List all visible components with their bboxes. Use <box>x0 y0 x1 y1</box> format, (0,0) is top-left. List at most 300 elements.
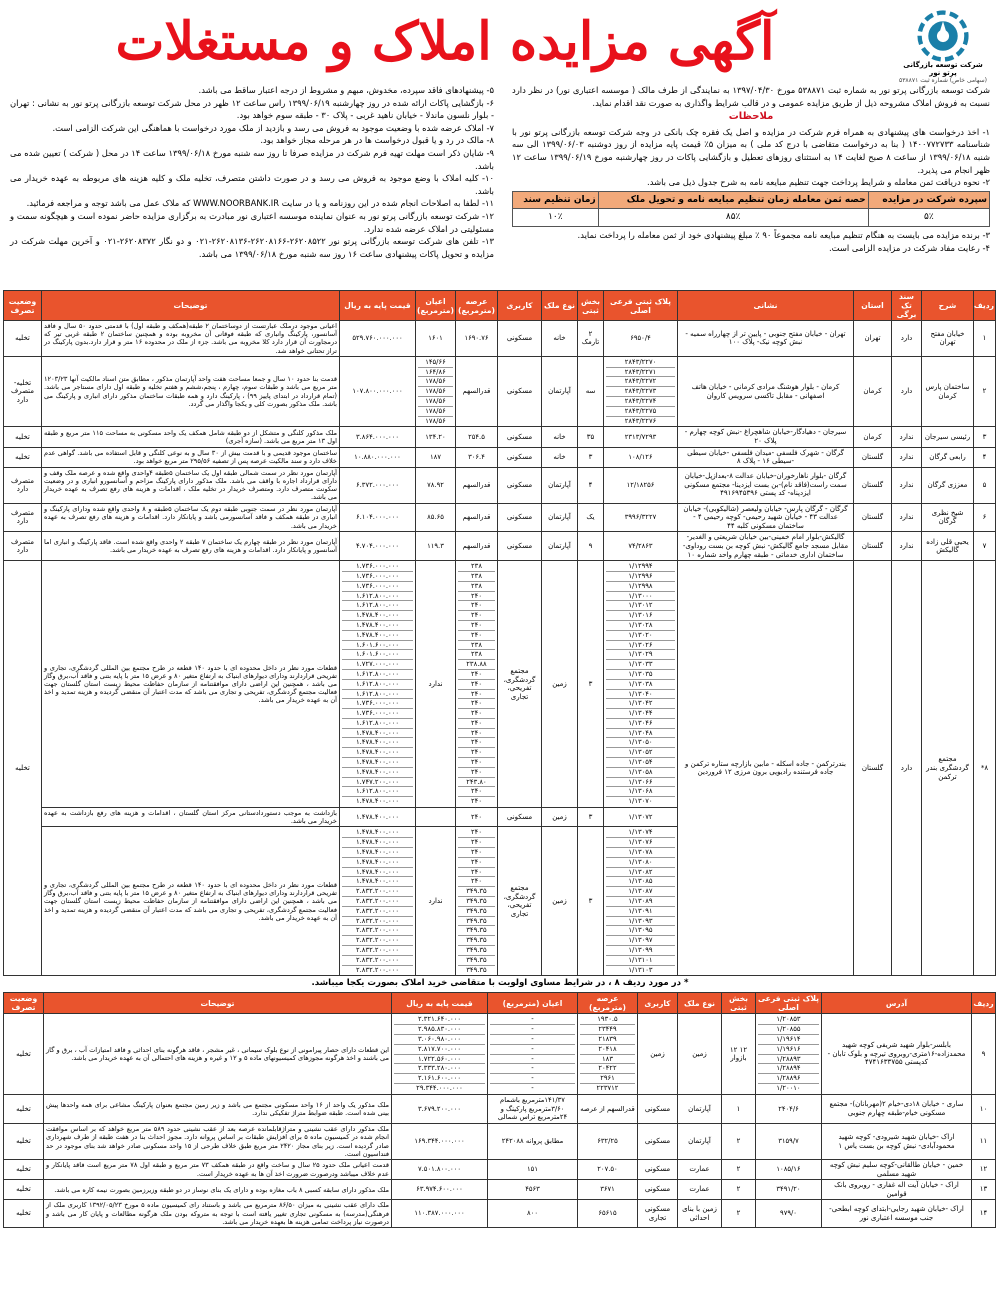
note-10: ۱۰- کلیه املاک با وضع موجود به فروش می رسد و در صورت داشتن متصرف، تخلیه ملک و کلیه هزینه های مربوطه به عهده خریدار می باشد. <box>10 173 494 196</box>
registry-plaque-value: ۱/۱۹۶۱۴ <box>758 1035 819 1045</box>
base-price-list <box>342 453 413 462</box>
property-type: آپارتمان <box>678 1124 722 1160</box>
single-deed: ندارد <box>892 467 922 503</box>
land-area <box>456 503 498 532</box>
address: گرگان -بلوار ناهارخوران-خیابان عدالت ۸-بعدازپل-خیابان سمت راست(فاقد نام)-بن بست ایزدینا- مجتمع مسکونی ایزدپناه- کد پستی ۴۹۱۶۹۴۵۳۹۶ <box>678 467 854 503</box>
base-price <box>392 1094 488 1123</box>
registry-plaque <box>756 1094 822 1123</box>
note-4: ۴- رعایت مفاد شرکت در مزایده الزامی است. <box>828 242 990 253</box>
building-area-value: ۱۶۴/۸۶ <box>418 368 453 378</box>
province: گلستان <box>854 467 892 503</box>
base-price-value: ۱.۶۰۱.۶۰۰.۰۰۰ <box>342 641 413 651</box>
registry-plaque-value: ۱/۱۳۰۵۲ <box>606 748 675 758</box>
land-area-value: ۲۳۸ <box>458 650 495 660</box>
registry-plaque-value: ۱/۱۳۰۸۵ <box>606 877 675 887</box>
single-deed: ندارد <box>892 503 922 532</box>
address: گرگان - شهرک فلسفی -میدان فلسفی -خیابان سیطی -سیطی ۱۶ - پلاک ۸ <box>678 447 854 467</box>
building-area-value: - <box>490 1074 575 1084</box>
base-price-value: ۱.۴۷۸.۴۰۰.۰۰۰ <box>356 797 399 806</box>
intro-left-column <box>10 84 494 260</box>
base-price-value: ۶.۱۰۴.۰۰۰.۰۰۰ <box>356 513 399 522</box>
building-area-value: ۱۶۰۱ <box>428 334 443 342</box>
note-12: ۱۲- شرکت توسعه بازرگانی پرتو نور به عنوان نماینده موسسه اعتباری نور مبادرت به برگزاری مزایده حاضر نموده است و هیچگونه سمت و مسئولیتی در املاک عرضه شده ندارد. <box>10 210 494 234</box>
properties-table-2 <box>3 992 996 1228</box>
land-area-value: ۲۴۰ <box>458 601 495 611</box>
registry-plaque-value: ۶۹۵۰/۴ <box>630 334 651 342</box>
table-row <box>4 321 996 357</box>
building-area-value: - <box>490 1064 575 1074</box>
property-title: شیخ نظری گرگان <box>922 503 974 532</box>
registry-plaque <box>604 467 678 503</box>
base-price-list <box>394 1209 485 1218</box>
table-2-header-cell: ردیف <box>972 993 996 1014</box>
logo-mark-icon <box>917 10 969 62</box>
building-area <box>416 808 456 827</box>
registry-section: ۳ <box>578 827 604 976</box>
base-price <box>340 827 416 976</box>
land-area <box>456 321 498 357</box>
note-6: ۶- بازگشایی پاکات ارائه شده در روز چهارشنبه ۱۳۹۹/۰۶/۱۹ راس ساعت ۱۲ ظهر در محل شرکت توسعه بازرگانی پرتو نور به نشانی : تهران - بلوار نلسون ماندلا - خیابان ناهید غربی - پلاک ۳۰ - طبقه سوم خواهد بود. <box>10 97 495 121</box>
land-area <box>456 447 498 467</box>
land-area-value: ۲۴۰ <box>458 877 495 887</box>
registry-plaque-value: ۱/۱۳۰۵۸ <box>606 768 675 778</box>
registry-plaque-value: ۱/۱۳۰۷۰ <box>628 797 653 806</box>
building-area-value: ۱۷۸/۵۶ <box>418 397 453 407</box>
brand-name: شرکت توسعه بازرگانی پرتو نور <box>903 61 983 77</box>
registry-plaque-value: ۱/۱۳۰۴۸ <box>606 729 675 739</box>
base-price-value: ۱.۷۳۶.۰۰۰.۰۰۰ <box>342 709 413 719</box>
address: گرگان - گرگان پارس- خیابان ولیعصر (شالیکوبی)- خیابان عدالت ۴۳ - خیابان شهید رحیمی- کوچه رحیمی ۴ - ساختمان مسکونی کلبه ۴۴ <box>678 503 854 532</box>
occupancy-status: تخلیه <box>4 321 42 357</box>
base-price-value: ۲.۸۳۲.۲۰۰.۰۰۰ <box>342 936 413 946</box>
payment-header-deed: زمان تنظیم سند <box>513 191 599 209</box>
row-number: ۸* <box>974 561 996 976</box>
registry-section: ۴ <box>578 467 604 503</box>
land-area-value: ۲۴۰ <box>458 621 495 631</box>
brand-subtitle: (سهامی خاص) شماره ثبت ۵۳۸۸۷۱ <box>898 77 988 85</box>
registry-plaque <box>756 1014 822 1094</box>
description: ملک مذکور دارای سابقه کسبی ۸ باب مغازه بوده و دارای یک بنای نوساز در دو طبقه وزیرزمین بصورت نیمه کاره می باشد. <box>44 1180 392 1200</box>
property-type: زمین <box>542 827 578 976</box>
property-type: آپارتمان <box>542 467 578 503</box>
base-price-value: ۶.۳۷۲.۰۰۰.۰۰۰ <box>356 480 399 489</box>
land-area-value: قدرالسهم <box>462 480 491 489</box>
base-price-list <box>342 562 413 806</box>
registry-plaque-value: ۷۴/۲۸۶۳ <box>628 541 653 550</box>
registry-section: ۲ <box>722 1200 756 1228</box>
registry-plaque-value: ۲۸۴۳/۲۲۷۴ <box>606 397 675 407</box>
table-row <box>4 1180 996 1200</box>
table-2-header-cell: کاربری <box>638 993 678 1014</box>
description: ملک دارای عقب نشینی به میزان ۸۶/۵۰ مترمربع می باشد و باستناد رای کمیسیون ماده ۵ مورخ ۱۳۹۲/۰۵/۲۳ کاربری ملک از فرهنگی(مدرسه) به مسکونی تجاری تغییر یافته است با توجه به متروکه بودن ملک هرگونه مطالعات و پایان کار می باشد و درصورت نیاز پرداخت تمامی هزینه ها بعهده خریدار می باشد. <box>44 1200 392 1228</box>
single-deed: دارد <box>892 356 922 427</box>
land-area-value: ۳۰۶.۴ <box>468 452 485 461</box>
payment-terms-table <box>512 191 990 227</box>
property-type: عمارت <box>678 1180 722 1200</box>
base-price-list <box>394 1015 485 1092</box>
occupancy-status: تخلیه <box>4 1124 44 1160</box>
base-price-value: ۱.۶۱۲.۸۰۰.۰۰۰ <box>342 690 413 700</box>
land-area-value: ۲۴۰ <box>458 690 495 700</box>
registry-plaque-value: ۱/۱۳۰۶۸ <box>606 787 675 797</box>
registry-plaque-list <box>606 433 675 442</box>
address: اراک - خیابان آیت اله غفاری - روبروی بانک قوامین <box>822 1180 972 1200</box>
description: ساختمان موجود قدیمی و با قدمت بیش از ۳۰ سال و به نوعی کلنگی و قابل استفاده می باشد. گواهی عدم خلاف دارد و سند مالکیت عرصه پس از تصفیه ۲۹۵/۵۶ متر مربع خواهد بود. <box>42 447 340 467</box>
building-area <box>488 1200 578 1228</box>
land-area <box>456 532 498 561</box>
base-price-value: ۱.۴۷۸.۴۰۰.۰۰۰ <box>342 877 413 887</box>
base-price-value: ۱.۷۲۲.۵۶۰.۰۰۰ <box>394 1055 485 1065</box>
building-area-list <box>490 1096 575 1122</box>
registry-plaque-value: ۱/۱۲۹۹۸ <box>606 582 675 592</box>
table-row-8-block <box>4 561 996 808</box>
table-1-header-cell: شرح <box>922 291 974 321</box>
land-area-value: ۲۴۰ <box>458 858 495 868</box>
registry-plaque <box>756 1200 822 1228</box>
registry-plaque-value: ۱/۱۳۰۲۹ <box>606 650 675 660</box>
description: ملک مذکور یک واحد از ۱۶ واحد مسکونی مجتمع می باشد و زیر زمین مجتمع بعنوان پارکینگ مشاعی برای همه واحدها پیش بینی شده است. طبقه ضوابط متراژ تفکیکی ندارد. <box>44 1094 392 1123</box>
registry-plaque-value: ۱/۱۳۰۰۰ <box>606 592 675 602</box>
land-area-value: ۳۴۹.۳۵ <box>458 936 495 946</box>
base-price-value: ۲۹.۳۴۴.۰۰۰.۰۰۰ <box>416 1084 463 1092</box>
header <box>4 4 996 84</box>
property-title: ساختمان پارس کرمان <box>922 356 974 427</box>
registry-plaque-value: ۱/۱۳۰۷۲ <box>628 812 653 821</box>
building-area-value: ۱۱۹.۳ <box>427 541 444 550</box>
land-area-value: قدرالسهم از عرصه <box>580 1104 635 1113</box>
registry-plaque-list <box>758 1105 819 1114</box>
base-price-value: ۱.۶۱۲.۸۰۰.۰۰۰ <box>342 787 413 797</box>
building-area-list <box>490 1165 575 1174</box>
note-8: ۸- مالک در رد و یا قبول درخواست ها در هر مرحله مجاز خواهد بود. <box>260 135 494 146</box>
base-price-value: ۱.۷۳۶.۰۰۰.۰۰۰ <box>342 582 413 592</box>
building-area-list <box>490 1137 575 1146</box>
building-area-value: ۱۷۸/۵۶ <box>418 387 453 397</box>
registry-plaque-value: ۳۹۹۶/۳۲۲۷ <box>624 513 657 522</box>
occupancy-status: متصرف دارد <box>4 467 42 503</box>
note-9: ۹- شایان ذکر است مهلت تهیه فرم شرکت در مزایده صرفا تا روز سه شنبه مورخ ۱۳۹۹/۰۶/۱۸ ساعت ۱۴ در محل ( شرکت ) تعیین شده می باشد. <box>10 147 494 171</box>
base-price <box>340 427 416 447</box>
land-use: مسکونی <box>638 1160 678 1180</box>
registry-section: ۱۲ ۱۲ بازوار <box>722 1014 756 1094</box>
property-type: آپارتمان <box>542 503 578 532</box>
base-price-value: ۱.۴۷۸.۴۰۰.۰۰۰ <box>342 848 413 858</box>
registry-plaque-value: ۱/۱۳۰۸۰ <box>606 858 675 868</box>
registry-plaque-value: ۱/۱۳۰۳۵ <box>606 670 675 680</box>
land-area-value: قدرالسهم <box>462 513 491 522</box>
base-price-value: ۱.۶۱۲.۸۰۰.۰۰۰ <box>342 719 413 729</box>
building-area <box>416 503 456 532</box>
building-area: ندارد <box>416 827 456 976</box>
registry-plaque <box>604 561 678 808</box>
property-title: معززی گرگان <box>922 467 974 503</box>
building-area-value: ۷۸.۹۲ <box>427 480 444 489</box>
property-title: خیابان مفتح تهران <box>922 321 974 357</box>
registry-plaque-value: ۱۰۸/۱۲۶ <box>628 452 653 461</box>
registry-plaque-value: ۱/۱۳۰۸۷ <box>606 887 675 897</box>
land-area-value: ۳۴۹.۳۵ <box>458 946 495 956</box>
address: کرمان - بلوار هوشنگ مرادی کرمانی - خیابان هاتف اصفهانی - مقابل تاکسی سرویس کاروان <box>678 356 854 427</box>
land-area <box>456 356 498 427</box>
registry-section: ۲ <box>722 1160 756 1180</box>
registry-plaque-value: ۳۴۹۱/۲۰ <box>776 1185 801 1194</box>
base-price-value: ۱.۶۱۲.۸۰۰.۰۰۰ <box>342 680 413 690</box>
registry-plaque-list <box>606 562 675 806</box>
land-area-value: ۲۲۳۷۱۲ <box>596 1084 619 1092</box>
table-1-header-cell: نوع ملک <box>542 291 578 321</box>
registry-plaque-value: ۲۸۴۳/۲۲۷۶ <box>624 416 657 425</box>
base-price-value: ۱۱۰.۳۸۷.۰۰۰.۰۰۰ <box>414 1209 465 1218</box>
base-price <box>340 532 416 561</box>
registry-plaque-value: ۱/۱۹۶۱۶ <box>758 1045 819 1055</box>
land-area-value: ۲۳۸.۸۸ <box>458 660 495 670</box>
registry-plaque-value: ۱/۱۳۰۵۰ <box>606 738 675 748</box>
land-area-value: قدرالسهم <box>462 387 491 396</box>
base-price-value: ۲.۸۳۲.۲۰۰.۰۰۰ <box>342 907 413 917</box>
registry-plaque-list <box>606 513 675 522</box>
registry-plaque-value: ۲۸۴۳/۲۲۷۵ <box>606 407 675 417</box>
land-area-list <box>580 1137 635 1146</box>
building-area-list <box>418 358 453 426</box>
base-price-list <box>342 513 413 522</box>
base-price-value: ۱.۴۷۸.۴۰۰.۰۰۰ <box>342 611 413 621</box>
registry-plaque-list <box>606 334 675 343</box>
registry-section: ۳ <box>578 808 604 827</box>
property-type: زمین <box>678 1014 722 1094</box>
building-area-value: ۸۰۰ <box>527 1209 538 1218</box>
province: کرمان <box>854 427 892 447</box>
occupancy-status: تخلیه <box>4 447 42 467</box>
note-2: ۲- نحوه دریافت ثمن معامله و شرایط پرداخت جهت تنظیم مبایعه نامه به شرح جدول ذیل می باشد. <box>647 177 990 188</box>
land-area <box>578 1094 638 1123</box>
base-price-value: ۱.۴۷۸.۴۰۰.۰۰۰ <box>356 812 399 821</box>
base-price-value: ۱۰.۸۸۰.۰۰۰.۰۰۰ <box>354 452 401 461</box>
base-price <box>340 356 416 427</box>
registry-plaque-list <box>758 1137 819 1146</box>
base-price-value: ۱.۷۳۶.۰۰۰.۰۰۰ <box>342 572 413 582</box>
note-11: ۱۱- لطفا به اصلاحات انجام شده در این روزنامه و یا در سایت WWW.NOORBANK.IR که ملاک عمل می باشد توجه و مراجعه فرمائید. <box>26 198 494 209</box>
table-1-header-cell: توضیحات <box>42 291 340 321</box>
registry-plaque-value: ۲۸۴۳/۲۲۷۰ <box>606 358 675 368</box>
base-price <box>392 1180 488 1200</box>
registry-plaque-value: ۱/۱۳۰۹۹ <box>606 946 675 956</box>
land-area-value: ۲۳۸ <box>458 562 495 572</box>
registry-plaque-value: ۱/۲۸۸۹۳ <box>758 1055 819 1065</box>
registry-plaque-list <box>758 1185 819 1194</box>
table-1-header-cell: قیمت پایه به ریال <box>340 291 416 321</box>
row-number: ۷ <box>974 532 996 561</box>
land-area-value: ۲۰۴۲۲ <box>580 1064 635 1074</box>
building-area-value: ۱۸۷ <box>430 452 441 461</box>
note-7: ۷- املاک عرضه شده با وضعیت موجود به فروش می رسد و بازدید از ملک مورد درخواست با هماهنگی این شرکت الزامی است. <box>52 122 494 133</box>
base-price-value: ۱.۶۱۲.۸۰۰.۰۰۰ <box>342 592 413 602</box>
row-number: ۳ <box>974 427 996 447</box>
land-area-list <box>458 542 495 551</box>
registry-plaque-value: ۱/۲۰۰۱۰ <box>776 1084 801 1092</box>
table-2-header-cell: پلاک ثبتی فرعی اصلی <box>756 993 822 1014</box>
notes-title: ملاحظات <box>728 111 774 123</box>
row-number: ۵ <box>974 467 996 503</box>
building-area-value: ۸۵.۶۵ <box>427 513 444 522</box>
building-area <box>488 1180 578 1200</box>
registry-plaque <box>756 1180 822 1200</box>
registry-plaque-value: ۱/۱۳۱۰۳ <box>628 965 653 974</box>
intro-right-column <box>512 84 990 254</box>
registry-section: ۲ تارمک <box>578 321 604 357</box>
registry-plaque-value: ۱/۱۳۰۴۰ <box>606 690 675 700</box>
land-area-value: ۲۴۰ <box>458 729 495 739</box>
table-row <box>4 1160 996 1180</box>
property-type: عمارت <box>678 1160 722 1180</box>
registry-plaque-value: ۹۷۹/۰ <box>780 1209 797 1218</box>
base-price-value: ۱.۷۲۷.۰۰۰.۰۰۰ <box>342 660 413 670</box>
note-5: ۵- پیشنهادهای فاقد سپرده، مخدوش، مبهم و مشروط از درجه اعتبار ساقط می باشد. <box>198 85 494 95</box>
base-price <box>340 808 416 827</box>
building-area-list <box>490 1185 575 1194</box>
registry-plaque-value: ۱/۱۳۰۳۸ <box>606 680 675 690</box>
description: اعیانی موجود درملک عبارتست از دوساختمان ۲ طبقه(همکف و طبقه اول) با قدمتی حدود ۵۰ سال و فاقد آسانسور، پارکینگ وانباری که طبقه فوقانی آن مخروبه بوده و همچنین ساختمان ۲ طبقه غربی تیر که درمجاورت آن قرار دارد کلا مخروبه می باشد. جزء از ملک در محدوده ۱۶ متر و قرار دارد.بدون پارکینگ در تراز تحتانی خواهد شد. <box>42 321 340 357</box>
land-area <box>578 1160 638 1180</box>
land-area-list <box>458 828 495 974</box>
province: گلستان <box>854 561 892 976</box>
building-area <box>416 356 456 427</box>
occupancy-status: متصرف دارد <box>4 532 42 561</box>
payment-value-deposit: ۵٪ <box>868 209 989 227</box>
land-area-value: ۳۴۹.۳۵ <box>458 956 495 966</box>
land-area <box>578 1180 638 1200</box>
property-type: خانه <box>542 321 578 357</box>
table-1-header-cell: سند تک برگی <box>892 291 922 321</box>
land-area-value: ۳۶۷۱ <box>600 1185 615 1194</box>
building-area-value: - <box>490 1055 575 1065</box>
building-area-value: ۴۵۶۳ <box>525 1185 540 1194</box>
registry-plaque-list <box>606 542 675 551</box>
land-area <box>456 467 498 503</box>
base-price-value: ۱.۷۴۷.۲۰۰.۰۰۰ <box>342 778 413 788</box>
single-deed: ندارد <box>892 427 922 447</box>
land-use: مسکونی <box>498 427 542 447</box>
row-number: ۱ <box>974 321 996 357</box>
land-area-value: ۲۴۰ <box>471 812 482 821</box>
base-price-list <box>342 433 413 442</box>
occupancy-status: تخلیه <box>4 1014 44 1094</box>
table-row <box>4 1014 996 1094</box>
land-area <box>578 1124 638 1160</box>
table-row <box>4 1200 996 1228</box>
table-2-header-cell: عرصه (مترمربع) <box>578 993 638 1014</box>
registry-plaque <box>756 1124 822 1160</box>
registry-plaque-value: ۱/۱۲۹۹۶ <box>606 572 675 582</box>
land-area-value: ۲۴۰ <box>458 748 495 758</box>
base-price-value: ۲.۸۳۲.۲۰۰.۰۰۰ <box>342 946 413 956</box>
description: قطعات مورد نظر در داخل محدوده ای با حدود ۱۴۰ قطعه در طرح مجتمع بین المللی گردشگری، تجاری و تفریحی قراردارند ودارای دیوارهای ابنیاک به ارتفاع متغیر ۸۰ و عرض ۱۵ متر با پایه بتنی و فاقد آب،برق وگاز می باشد ، همچنین این اراضی دارای موافقتنامه از سازمان حفاظت محیط زیست استان گلستان جهت فعالیت مجتمع گردشگری، تفریحی و تجاری می باشد که مدت اعتبار آن منقضی گردیده و هزینه تمدید و اخذ آن به عهده خریدار می باشد. <box>42 561 340 808</box>
land-area-list <box>458 433 495 442</box>
base-price-list <box>342 334 413 343</box>
single-deed: ندارد <box>892 447 922 467</box>
payment-value-contract: ۸۵٪ <box>598 209 868 227</box>
base-price-value: ۲.۸۳۲.۲۰۰.۰۰۰ <box>342 897 413 907</box>
building-area-value: - <box>490 1025 575 1035</box>
land-area-value: ۲۴۰ <box>458 719 495 729</box>
land-use: مسکونی <box>638 1094 678 1123</box>
base-price-value: ۱.۴۷۸.۴۰۰.۰۰۰ <box>342 738 413 748</box>
note-13: ۱۳- تلفن های شرکت توسعه بازرگانی پرتو نور ۲۶۲۰۸۵۲۲-۲۶۲۰۸۱۶۶-۲۶۲۰۸۱۳۶-۰۲۱ و دو نگار ۲۶۲۰۸۳۷۲-۰۲۱ و آخرین مهلت شرکت در مزایده و تحویل پاکات پیشنهادی ساعت ۱۶ روز سه شنبه مورخ ۱۳۹۹/۰۶/۱۸ می باشد. <box>10 236 495 259</box>
registry-plaque <box>604 356 678 427</box>
land-use: مجتمع گردشگری، تفریحی، تجاری <box>498 827 542 976</box>
building-area-list <box>418 542 453 551</box>
base-price-value: ۱.۷۳۶.۰۰۰.۰۰۰ <box>342 699 413 709</box>
property-type: زمین <box>542 561 578 808</box>
payment-value-deed: ۱۰٪ <box>513 209 599 227</box>
base-price-value: ۱.۶۱۲.۸۰۰.۰۰۰ <box>342 670 413 680</box>
land-area-value: ۳۴۹.۳۵ <box>458 907 495 917</box>
registry-section: ۳ <box>578 561 604 808</box>
land-area <box>456 427 498 447</box>
registry-plaque-value: ۱/۱۳۰۲۶ <box>606 641 675 651</box>
registry-plaque-list <box>606 828 675 974</box>
building-area-list <box>418 334 453 343</box>
registry-plaque-value: ۱/۲۸۸۹۶ <box>758 1074 819 1084</box>
registry-plaque-value: ۱/۱۳۰۳۳ <box>606 660 675 670</box>
building-area-list <box>418 453 453 462</box>
land-area-value: ۳۴۹.۳۵ <box>458 917 495 927</box>
base-price-value: ۱.۴۷۸.۴۰۰.۰۰۰ <box>342 768 413 778</box>
property-title: یحیی قلی زاده گالیکش <box>922 532 974 561</box>
row-number: ۱۳ <box>972 1180 996 1200</box>
land-area <box>578 1200 638 1228</box>
land-use: مسکونی <box>498 447 542 467</box>
table-2-header-cell: بخش ثبتی <box>722 993 756 1014</box>
registry-plaque-value: ۱/۲۸۸۹۴ <box>758 1064 819 1074</box>
registry-section: یک <box>578 503 604 532</box>
row-number: ۴ <box>974 447 996 467</box>
building-area-value: - <box>490 1035 575 1045</box>
land-area-value: ۲۰۷.۵۰ <box>597 1165 618 1174</box>
registry-section: سه <box>578 356 604 427</box>
building-area <box>416 321 456 357</box>
building-area-value: ۱۷۸/۵۶ <box>418 407 453 417</box>
base-price-value: ۱.۴۷۸.۴۰۰.۰۰۰ <box>342 828 413 838</box>
land-area <box>456 827 498 976</box>
base-price-list <box>394 1165 485 1174</box>
land-area-list <box>458 813 495 822</box>
registry-plaque-value: ۱/۱۳۰۸۹ <box>606 897 675 907</box>
building-area <box>488 1124 578 1160</box>
building-area <box>416 427 456 447</box>
base-price-value: ۲.۳۲۱.۶۴۰.۰۰۰ <box>394 1015 485 1025</box>
description: این قطعات دارای حصار پیرامونی از نوع بلوک سیمانی ، غیر مشجر ، فاقد هرگونه بنای احداثی و فاقد امتیازات آب ، برق و گاز می باشند و اخذ هرگونه مجوزهای کمیسیونهای ماده ۵ و ۱۲ و غیره و هزینه های احتمالی آن به عهده خریدار می باشد. <box>44 1014 392 1094</box>
land-area-list <box>580 1185 635 1194</box>
land-area-value: ۲۴۰ <box>458 838 495 848</box>
land-area-value: ۲۴۰ <box>458 680 495 690</box>
base-price-value: ۲.۸۳۲.۲۰۰.۰۰۰ <box>356 965 399 974</box>
province: گلستان <box>854 447 892 467</box>
land-area-value: ۲۳۴۴۹ <box>580 1025 635 1035</box>
land-area-value: ۳۴۹.۳۵ <box>458 887 495 897</box>
land-area-list <box>458 481 495 490</box>
registry-plaque-list <box>606 481 675 490</box>
registry-plaque-value: ۱/۱۳۰۹۱ <box>606 907 675 917</box>
base-price-value: ۱.۴۷۸.۴۰۰.۰۰۰ <box>342 631 413 641</box>
registry-section: ۳ <box>578 447 604 467</box>
land-area-value: ۲۴۰ <box>458 670 495 680</box>
registry-plaque <box>756 1160 822 1180</box>
land-use: مسکونی <box>498 808 542 827</box>
building-area-value: ۱۵۱ <box>527 1165 538 1174</box>
province: گلستان <box>854 532 892 561</box>
base-price-list <box>342 481 413 490</box>
building-area-value: ۱۷۸/۵۶ <box>418 377 453 387</box>
